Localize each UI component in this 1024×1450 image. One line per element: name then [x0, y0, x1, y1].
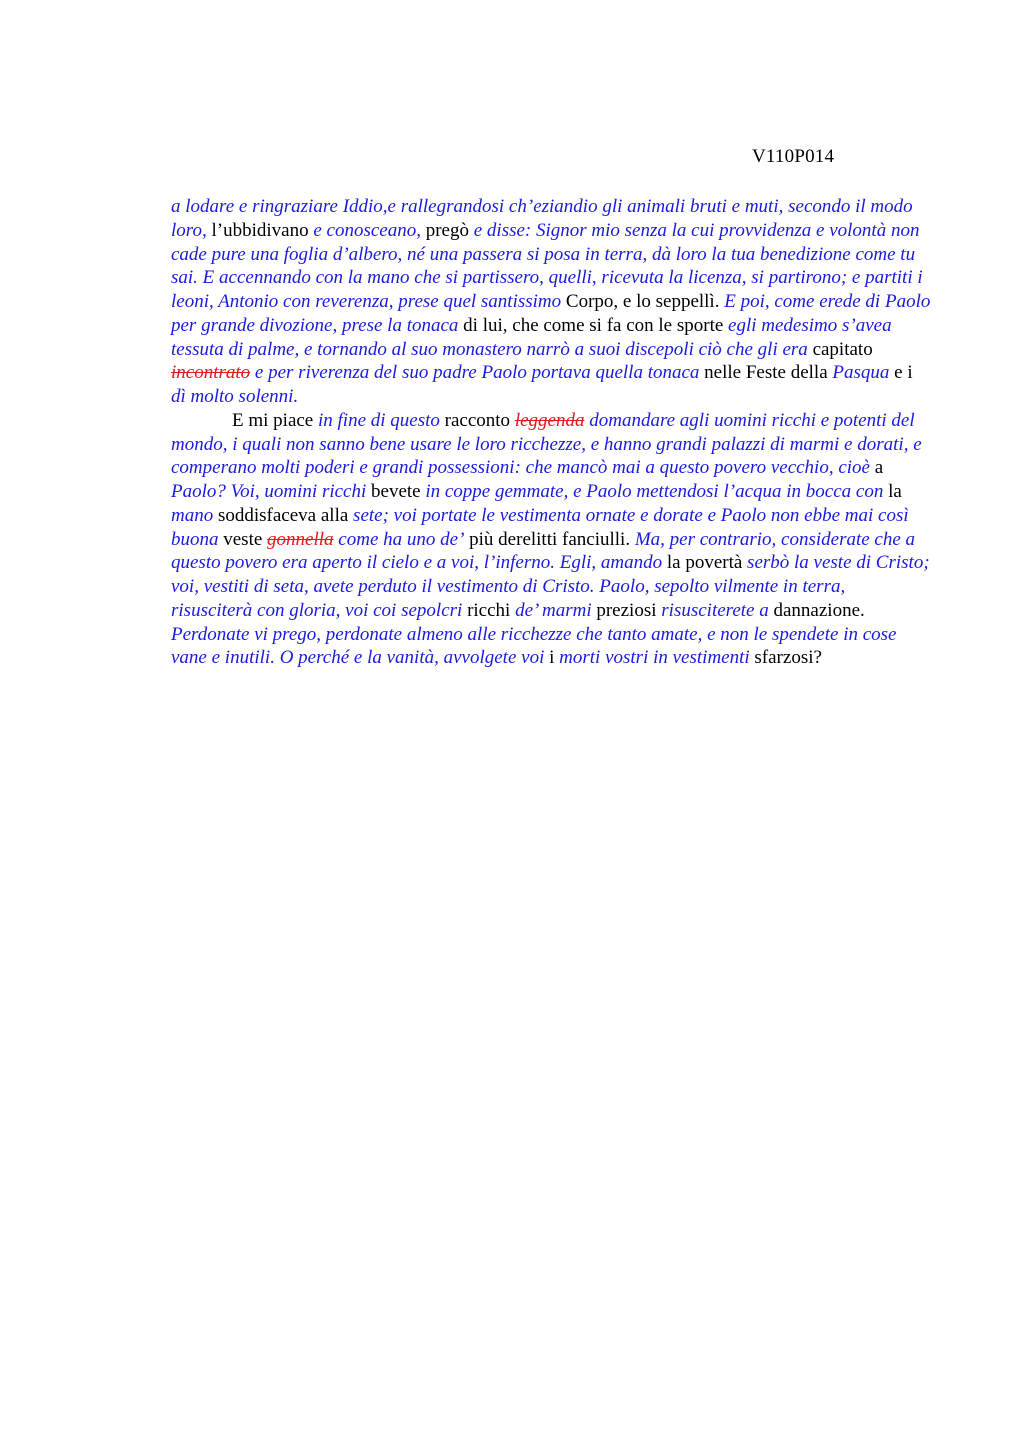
inserted-text: e disse: Signor mio senza la cui provvidenza e volontà non cade pure una foglia d’albero, né una passera si posa in terra, dà loro la tua benedizione come tu sai. E accennando con la mano che si partissero, quelli, ricevuta la licenza, si partirono; e partiti i leoni, Antonio con reverenza, prese quel santissimo: [171, 219, 923, 312]
original-text: più derelitti fanciulli.: [464, 528, 635, 550]
original-text: ricchi: [462, 599, 516, 621]
original-text: soddisfaceva alla: [213, 504, 354, 526]
original-text: preziosi: [591, 599, 662, 621]
original-text: la povertà: [662, 552, 748, 574]
original-text: racconto: [439, 409, 515, 431]
original-text: di lui, che come si fa con le sporte: [458, 314, 729, 336]
original-text: l’ubbidivano: [206, 219, 314, 241]
original-text: bevete: [366, 481, 426, 502]
inserted-text: Perdonate vi prego, perdonate almeno alle ricchezze che tanto amate, e non le spendete in cose vane e inutili. O perché e la vanità, avvolgete voi: [171, 623, 897, 669]
inserted-text: E poi, come erede di Paolo per grande divozione, prese la tonaca: [171, 291, 931, 336]
inserted-text: in fine di questo: [318, 409, 440, 431]
inserted-text: domandare agli uomini ricchi e potenti del mondo, i quali non sanno bene usare le loro ricchezze, e hanno grandi palazzi di marmi e dorati, e comperano molti poderi e grandi possessioni: che mancò mai a questo povero vecchio, cioè: [171, 409, 922, 479]
original-text: i: [544, 647, 560, 669]
original-text: capitato: [807, 338, 873, 360]
paragraph-2: [171, 409, 931, 670]
deleted-text: gonnella: [267, 528, 334, 550]
original-text: dannazione.: [768, 599, 865, 621]
inserted-text: dì molto solenni.: [171, 386, 299, 407]
original-text: pregò: [420, 219, 474, 241]
original-text: a: [869, 457, 884, 479]
inserted-text: sete; voi portate le vestimenta ornate e dorate e Paolo non ebbe mai così buona: [171, 504, 909, 550]
document-body: [171, 195, 931, 670]
inserted-text: Ma, per contrario, considerate che a questo povero era aperto il cielo e a voi, l’inferno. Egli, amando: [171, 528, 916, 574]
inserted-text: risusciterete a: [661, 599, 769, 621]
original-text: veste: [218, 528, 268, 550]
inserted-text: mano: [171, 504, 214, 526]
inserted-text: e conosceano,: [313, 219, 421, 241]
original-text: nelle Feste della: [699, 362, 833, 384]
inserted-text: egli medesimo s’avea tessuta di palme, e tornando al suo monastero narrò a suoi discepoli ciò che gli era: [171, 314, 892, 360]
original-text: e i: [889, 362, 913, 384]
inserted-text: Paolo? Voi, uomini ricchi: [171, 481, 367, 502]
inserted-text: come ha uno de’: [333, 528, 465, 550]
original-text: Corpo, e lo seppellì.: [561, 291, 725, 312]
inserted-text: Pasqua: [832, 362, 890, 384]
original-text: la: [883, 481, 902, 502]
inserted-text: de’ marmi: [515, 599, 592, 621]
original-text: sfarzosi?: [749, 647, 822, 669]
inserted-text: in coppe gemmate, e Paolo mettendosi l’acqua in bocca con: [425, 481, 884, 502]
deleted-text: incontrato: [171, 362, 251, 384]
inserted-text: a lodare e ringraziare Iddio,e rallegrandosi ch’eziandio gli animali bruti e muti, secondo il modo loro,: [171, 196, 913, 241]
inserted-text: e per riverenza del suo padre Paolo portava quella tonaca: [250, 362, 700, 384]
deleted-text: leggenda: [514, 409, 585, 431]
paragraph-1: [171, 195, 931, 409]
inserted-text: morti vostri in vestimenti: [559, 647, 750, 669]
original-text: E mi piace: [232, 409, 318, 431]
page-identifier: V110P014: [752, 146, 835, 167]
inserted-text: serbò la veste di Cristo; voi, vestiti di seta, avete perduto il vestimento di Cristo. Paolo, sepolto vilmente in terra, risusciterà con gloria, voi coi sepolcri: [171, 552, 930, 621]
